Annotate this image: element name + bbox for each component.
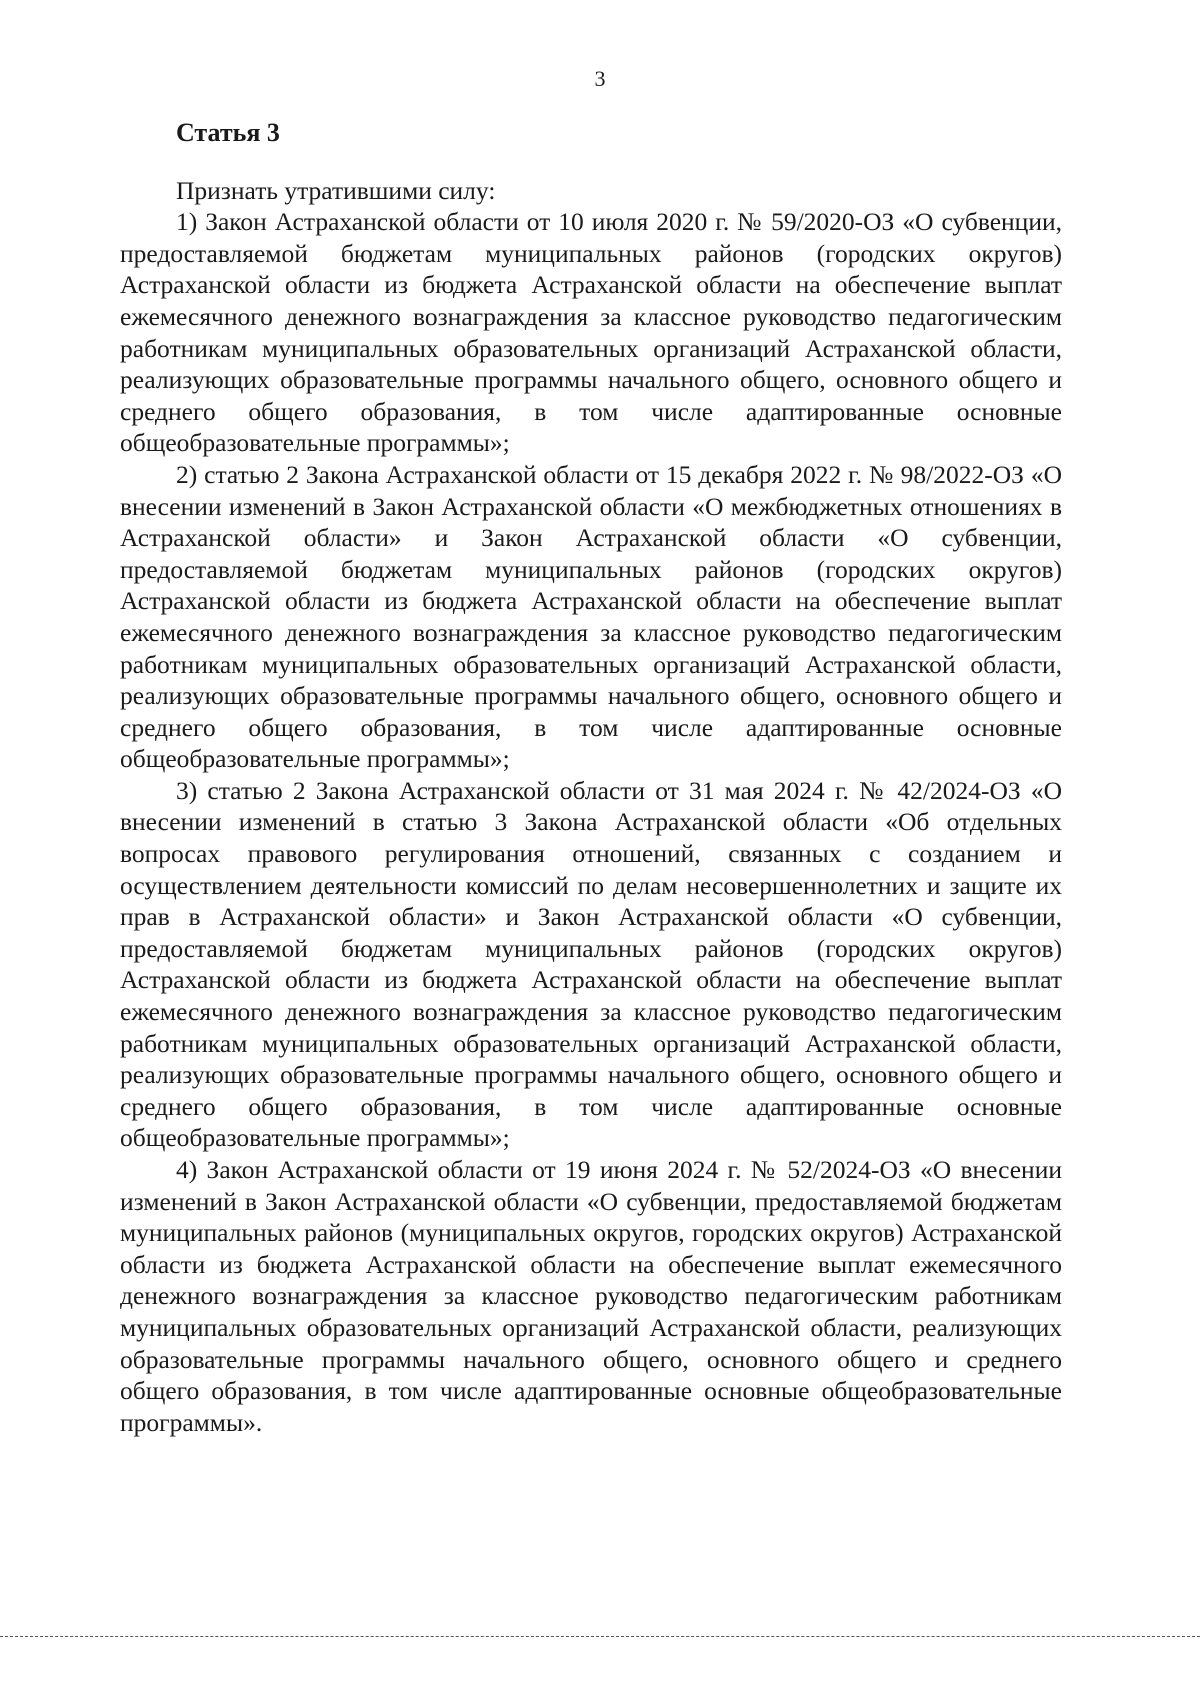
page-number: 3 bbox=[594, 66, 606, 91]
article-intro: Признать утратившими силу: bbox=[176, 175, 496, 205]
article-heading: Статья 3 bbox=[176, 118, 280, 147]
document-body bbox=[120, 117, 1062, 1438]
list-item-2: 2) статью 2 Закона Астраханской области от 15 декабря 2022 г. № 98/2022-ОЗ «О внесении изменений в Закон Астраханской области «О межбюджетных отношениях в Астраханской области» и Закон Астраханской области «О субвенции, предоставляемой бюджетам муниципальных районов (городских округов) Астраханской области из бюджета Астраханской области на обеспечение выплат ежемесячного денежного вознаграждения за классное руководство педагогическим работникам муниципальных образовательных организаций Астраханской области, реализующих образовательные программы начального общего, основного общего и среднего общего образования, в том числе адаптированные основные общеобразовательные программы»; bbox=[120, 459, 1062, 774]
list-item-4: 4) Закон Астраханской области от 19 июня 2024 г. № 52/2024-ОЗ «О внесении изменений в Закон Астраханской области «О субвенции, предоставляемой бюджетам муниципальных районов (муниципальных округов, городских округов) Астраханской области из бюджета Астраханской области на обеспечение выплат ежемесячного денежного вознаграждения за классное руководство педагогическим работникам муниципальных образовательных организаций Астраханской области, реализующих образовательные программы начального общего, основного общего и среднего общего образования, в том числе адаптированные основные общеобразовательные программы». bbox=[120, 1155, 1062, 1437]
page-bottom-divider bbox=[0, 1636, 1200, 1637]
list-item-1: 1) Закон Астраханской области от 10 июля 2020 г. № 59/2020-ОЗ «О субвенции, предоставляемой бюджетам муниципальных районов (городских округов) Астраханской области из бюджета Астраханской области на обеспечение выплат ежемесячного денежного вознаграждения за классное руководство педагогическим работникам муниципальных образовательных организаций Астраханской области, реализующих образовательные программы начального общего, основного общего и среднего общего образования, в том числе адаптированные основные общеобразовательные программы»; bbox=[120, 207, 1062, 458]
list-item-3: 3) статью 2 Закона Астраханской области от 31 мая 2024 г. № 42/2024-ОЗ «О внесении изменений в статью 3 Закона Астраханской области «Об отдельных вопросах правового регулирования отношений, связанных с созданием и осуществлением деятельности комиссий по делам несовершеннолетних и защите их прав в Астраханской области» и Закон Астраханской области «О субвенции, предоставляемой бюджетам муниципальных районов (городских округов) Астраханской области из бюджета Астраханской области на обеспечение выплат ежемесячного денежного вознаграждения за классное руководство педагогическим работникам муниципальных образовательных организаций Астраханской области, реализующих образовательные программы начального общего, основного общего и среднего общего образования, в том числе адаптированные основные общеобразовательные программы»; bbox=[120, 775, 1062, 1153]
